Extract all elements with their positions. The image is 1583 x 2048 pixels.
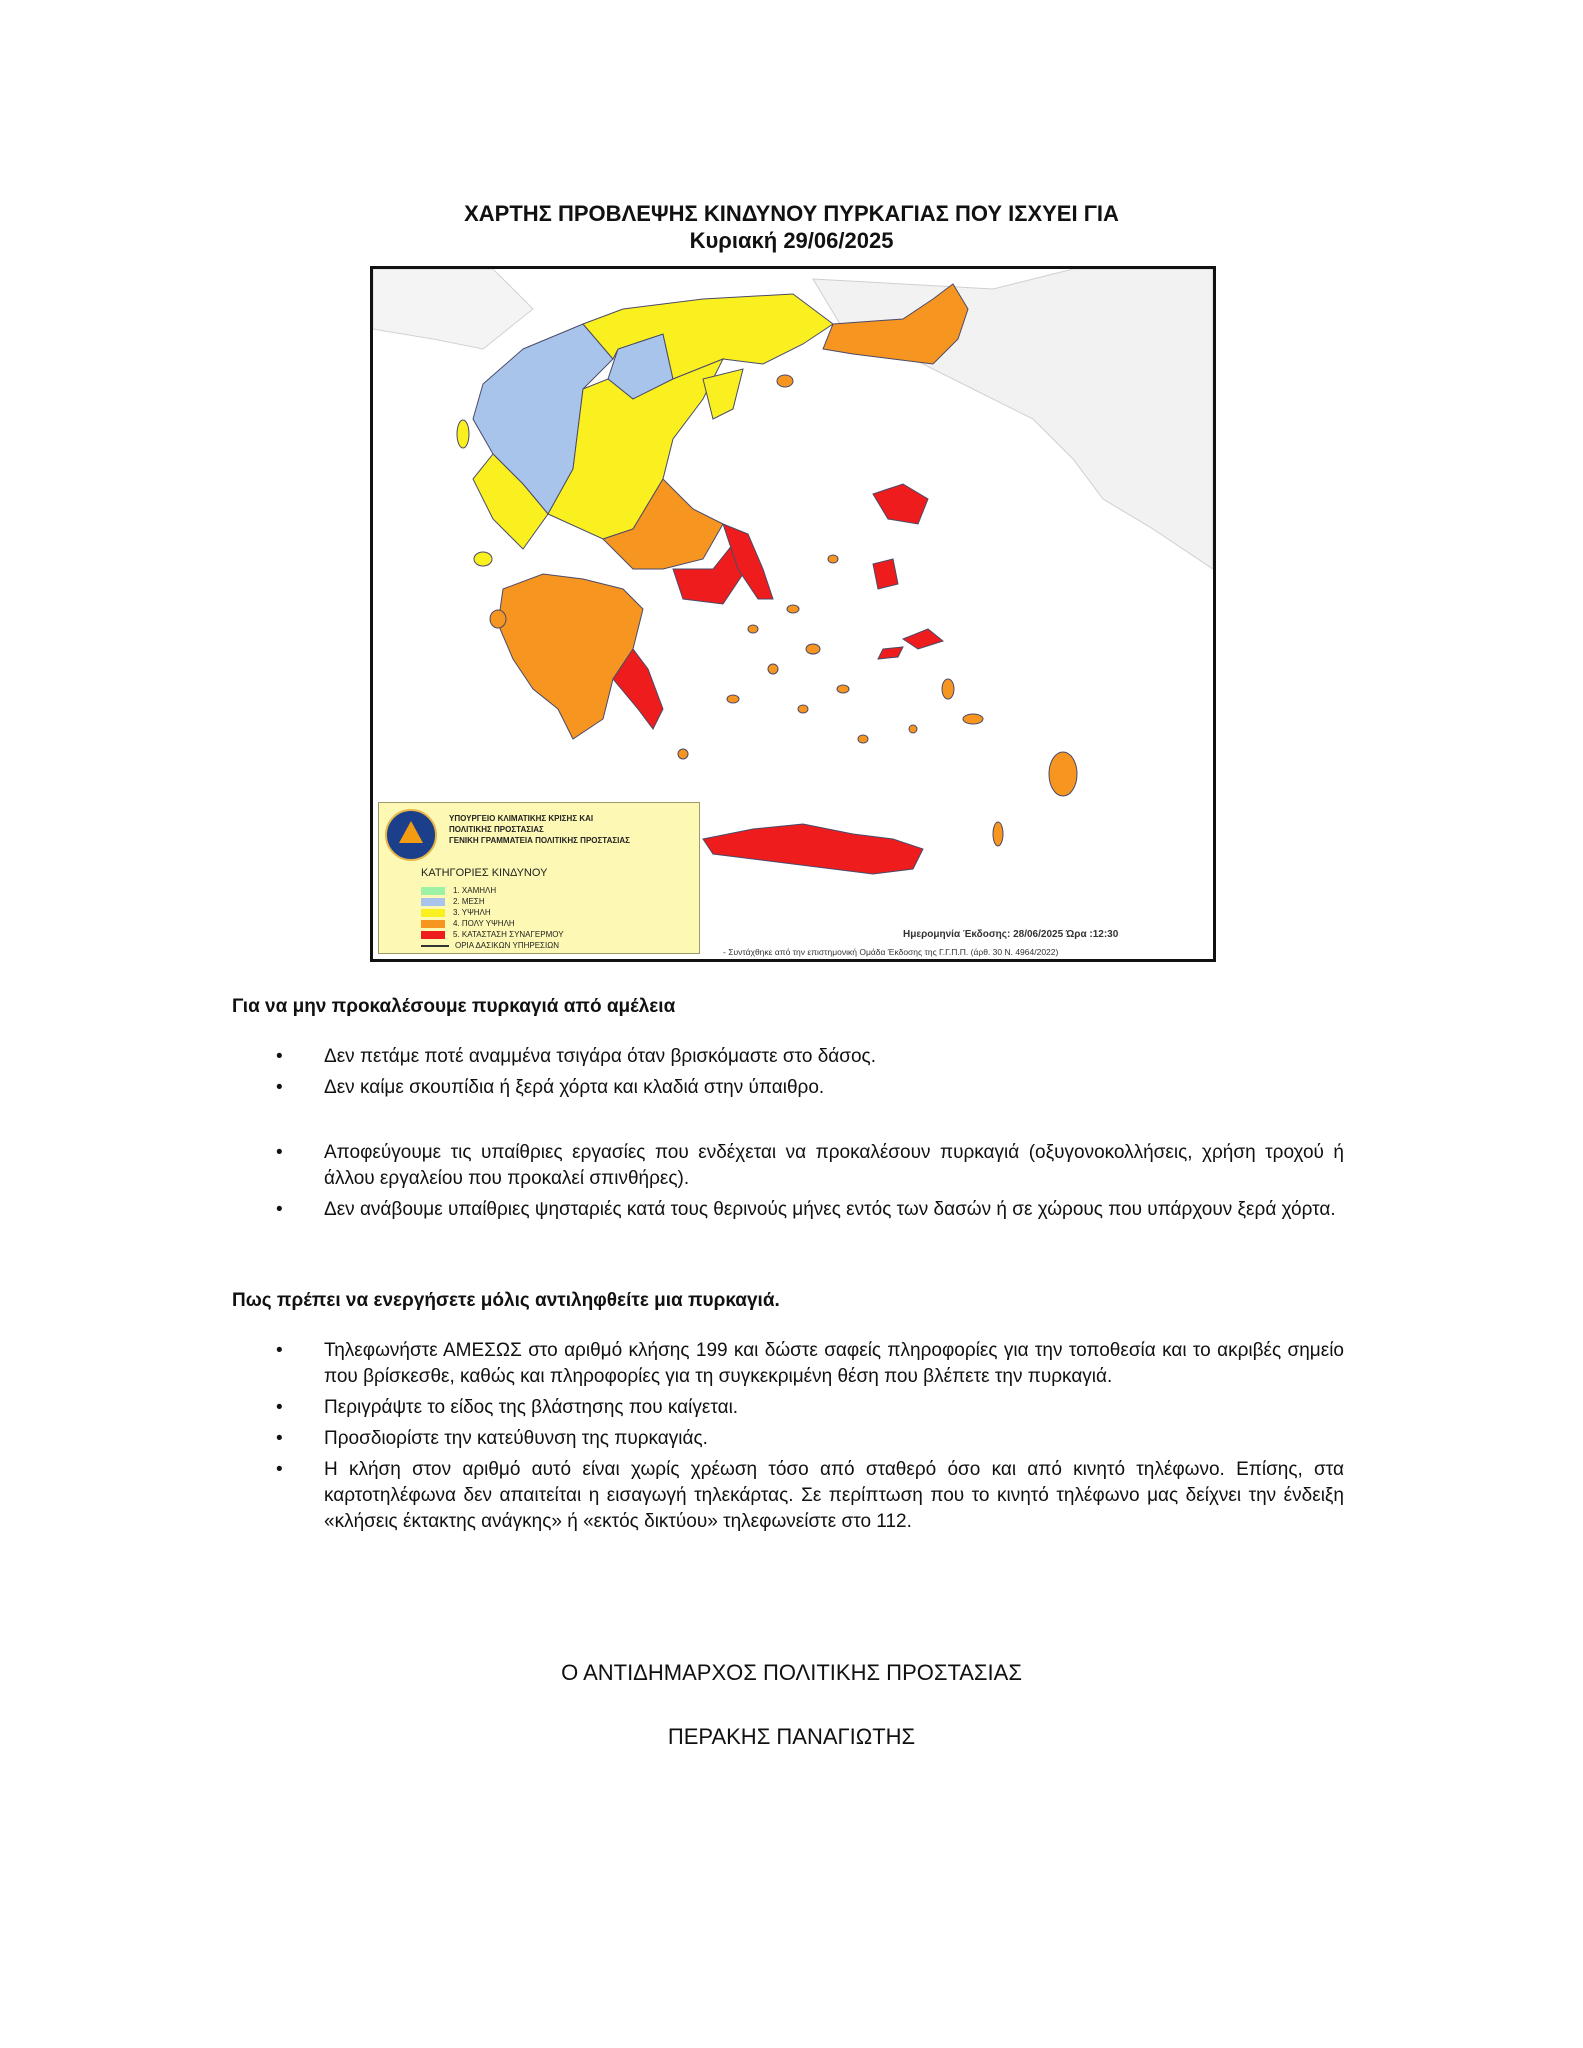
fire-risk-map (370, 266, 1216, 962)
legend-category (421, 896, 564, 907)
legend-swatch (421, 887, 445, 895)
map-title-line1: ΧΑΡΤΗΣ ΠΡΟΒΛΕΨΗΣ ΚΙΝΔΥΝΟΥ ΠΥΡΚΑΓΙΑΣ ΠΟΥ ΙΣΧΥΕΙ ΓΙΑ (464, 201, 1119, 226)
legend-category-label: 5. ΚΑΤΑΣΤΑΣΗ ΣΥΝΑΓΕΡΜΟΥ (453, 930, 564, 939)
legend-category-label: 3. ΥΨΗΛΗ (453, 908, 491, 917)
legend-swatch (421, 909, 445, 917)
legend-category (421, 907, 564, 918)
list-item: • Περιγράψτε το είδος της βλάστησης που καίγεται. (232, 1395, 1344, 1421)
list-item: • Δεν καίμε σκουπίδια ή ξερά χόρτα και κλαδιά στην ύπαιθρο. (232, 1075, 1344, 1101)
legend-heading: ΚΑΤΗΓΟΡΙΕΣ ΚΙΝΔΥΝΟΥ (421, 867, 548, 879)
legend-org-line2: ΠΟΛΙΤΙΚΗΣ ΠΡΟΣΤΑΣΙΑΣ (449, 825, 544, 834)
section-heading-response: Πως πρέπει να ενεργήσετε μόλις αντιληφθείτε μια πυρκαγιά. (232, 1290, 780, 1311)
map-title-date: Κυριακή 29/06/2025 (689, 228, 894, 253)
map-compiled-by: - Συντάχθηκε από την επιστημονική Ομάδα Έκδοσης της Γ.Γ.Π.Π. (άρθ. 30 Ν. 4964/2022) (723, 947, 1059, 957)
legend-forest-border (421, 941, 559, 950)
legend-org-line1: ΥΠΟΥΡΓΕΙΟ ΚΛΙΜΑΤΙΚΗΣ ΚΡΙΣΗΣ ΚΑΙ (449, 814, 594, 823)
response-list (232, 1338, 1344, 1535)
signature-title: Ο ΑΝΤΙΔΗΜΑΡΧΟΣ ΠΟΛΙΤΙΚΗΣ ΠΡΟΣΤΑΣΙΑΣ (561, 1660, 1022, 1685)
signature-name: ΠΕΡΑΚΗΣ ΠΑΝΑΓΙΩΤΗΣ (667, 1724, 916, 1749)
section-heading-prevention: Για να μην προκαλέσουμε πυρκαγιά από αμέλεια (232, 996, 676, 1017)
map-issue-date: Ημερομηνία Έκδοσης: 28/06/2025 Ώρα :12:30 (903, 929, 1119, 940)
list-item: • Δεν πετάμε ποτέ αναμμένα τσιγάρα όταν βρισκόμαστε στο δάσος. (232, 1044, 1344, 1070)
legend-category-label: 1. ΧΑΜΗΛΗ (453, 886, 497, 895)
map-legend (378, 802, 700, 954)
list-item: • Δεν ανάβουμε υπαίθριες ψησταριές κατά τους θερινούς μήνες εντός των δασών ή σε χώρους που υπάρχουν ξερά χόρτα. (232, 1197, 1344, 1223)
civil-protection-logo-icon (385, 809, 437, 861)
legend-org-line3: ΓΕΝΙΚΗ ΓΡΑΜΜΑΤΕΙΑ ΠΟΛΙΤΙΚΗΣ ΠΡΟΣΤΑΣΙΑΣ (449, 836, 630, 845)
legend-category (421, 929, 564, 940)
map-title (0, 200, 1583, 254)
legend-categories (421, 885, 564, 940)
list-item: • Αποφεύγουμε τις υπαίθριες εργασίες που ενδέχεται να προκαλέσουν πυρκαγιά (οξυγονοκολλήσεις, χρήση τροχού ή άλλου εργαλείου που προκαλεί σπινθήρες). (232, 1140, 1344, 1192)
legend-organization (449, 813, 694, 846)
list-item: • Η κλήση στον αριθμό αυτό είναι χωρίς χρέωση τόσο από σταθερό όσο και από κινητό τηλέφωνο. Επίσης, στα καρτοτηλέφωνα δεν απαιτείται η εισαγωγή τηλεκάρτας. Σε περίπτωση που το κινητό τηλέφωνο μας δείχνει την ένδειξη «κλήσεις έκτακτης ανάγκης» ή «εκτός δικτύου» τηλεφωνείστε στο 112. (232, 1457, 1344, 1535)
prevention-list-b (232, 1140, 1344, 1223)
legend-category-label: 2. ΜΕΣΗ (453, 897, 485, 906)
legend-swatch (421, 931, 445, 939)
list-item: • Προσδιορίστε την κατεύθυνση της πυρκαγιάς. (232, 1426, 1344, 1452)
legend-category-label: 4. ΠΟΛΥ ΥΨΗΛΗ (453, 919, 515, 928)
list-item: • Τηλεφωνήστε ΑΜΕΣΩΣ στο αριθμό κλήσης 199 και δώστε σαφείς πληροφορίες για την τοποθεσία και το ακριβές σημείο που βρίσκεσθε, καθώς και πληροφορίες για τη συγκεκριμένη θέση που βλέπετε την πυρκαγιά. (232, 1338, 1344, 1390)
legend-swatch (421, 898, 445, 906)
legend-category (421, 918, 564, 929)
legend-swatch (421, 920, 445, 928)
forest-border-line-icon (421, 945, 449, 947)
prevention-list-a (232, 1044, 1344, 1101)
legend-category (421, 885, 564, 896)
legend-border-label: ΟΡΙΑ ΔΑΣΙΚΩΝ ΥΠΗΡΕΣΙΩΝ (455, 941, 559, 950)
